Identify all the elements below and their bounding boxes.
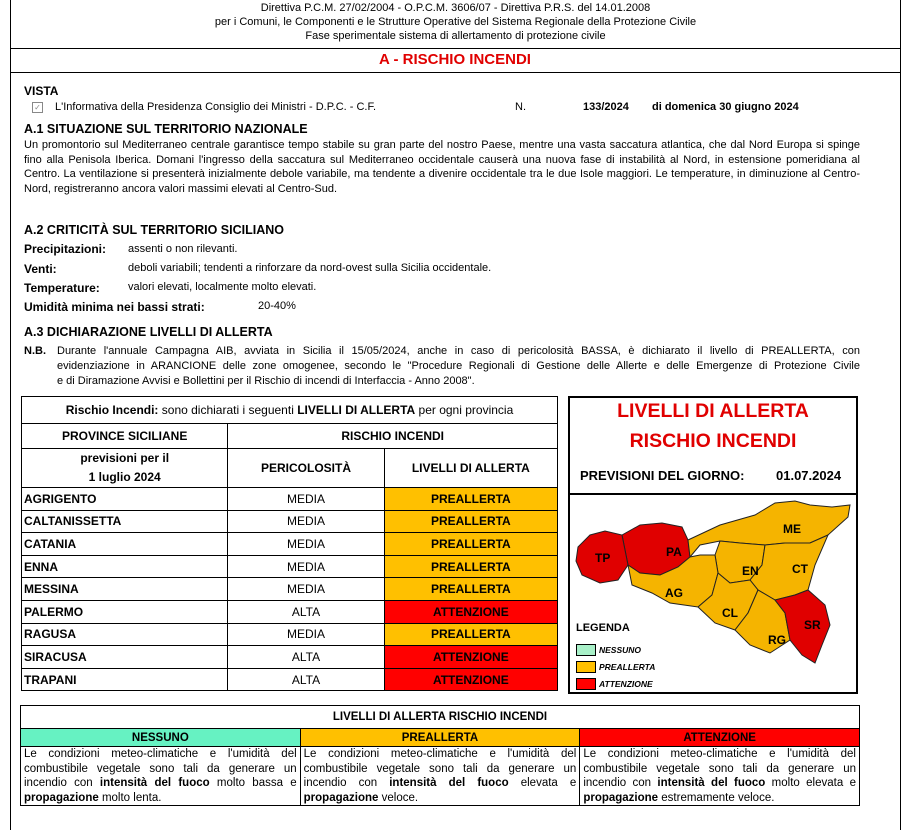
vista-number: 133/2024 [583, 101, 629, 113]
map-prev-date: 01.07.2024 [776, 468, 842, 483]
table-row [22, 623, 558, 646]
province-name: MESSINA [22, 578, 228, 601]
province-pericolosita: ALTA [228, 646, 384, 669]
umid-label: Umidità minima nei bassi strati: [24, 300, 205, 314]
table-row [22, 510, 558, 533]
province-livello: ATTENZIONE [384, 646, 557, 669]
legend-item [576, 658, 655, 675]
label-cl: CL [722, 606, 738, 620]
province-name: PALERMO [22, 600, 228, 623]
province-livello: PREALLERTA [384, 510, 557, 533]
level-nessuno-desc: Le condizioni meteo-climatiche e l'umidità del combustibile vegetale sono tali da generare un incendio con intensità del fuoco molto bassa e propagazione molto lenta. [21, 747, 301, 806]
province-pericolosita: MEDIA [228, 555, 384, 578]
label-me: ME [783, 522, 801, 536]
levels-title: LIVELLI DI ALLERTA RISCHIO INCENDI [21, 706, 860, 729]
col-livelli: LIVELLI DI ALLERTA [384, 449, 557, 488]
table-row [22, 668, 558, 691]
temp-value: valori elevati, localmente molto elevati. [128, 281, 317, 293]
province-name: CATANIA [22, 533, 228, 556]
col-province: PROVINCE SICILIANE [22, 424, 228, 449]
table-row [22, 578, 558, 601]
intro-mid: sono dichiarati i seguenti [158, 403, 298, 417]
table-row [22, 488, 558, 511]
label-ag: AG [665, 586, 683, 600]
a3-heading: A.3 DICHIARAZIONE LIVELLI DI ALLERTA [24, 325, 273, 339]
province-pericolosita: MEDIA [228, 533, 384, 556]
label-ct: CT [792, 562, 808, 576]
province-pericolosita: MEDIA [228, 510, 384, 533]
nb-label: N.B. [24, 345, 46, 357]
province-livello: PREALLERTA [384, 578, 557, 601]
legend-list [576, 641, 655, 692]
temp-label: Temperature: [24, 281, 100, 295]
province-name: AGRIGENTO [22, 488, 228, 511]
intro-end: per ogni provincia [415, 403, 514, 417]
a2-heading: A.2 CRITICITÀ SUL TERRITORIO SICILIANO [24, 223, 284, 237]
label-rg: RG [768, 633, 786, 647]
prev-line-1: previsioni per il [80, 451, 170, 465]
intro-bold-1: Rischio Incendi: [65, 403, 159, 417]
level-nessuno-header: NESSUNO [21, 729, 301, 747]
legend-title: LEGENDA [576, 622, 630, 634]
venti-label: Venti: [24, 262, 57, 276]
nb-line1: Durante l'annuale Campagna AIB, avviata in Sicilia il 15/05/2024, anche in caso di pericolosità BASSA, è dichiarato il livello di PREALLERTA, con [57, 345, 860, 357]
label-en: EN [742, 564, 759, 578]
col-rischio: RISCHIO INCENDI [228, 424, 558, 449]
level-preallerta-header: PREALLERTA [300, 729, 580, 747]
vista-n-label: N. [515, 101, 526, 113]
table-intro [22, 397, 558, 424]
levels-table [20, 705, 860, 806]
map-prev-label: PREVISIONI DEL GIORNO: [580, 468, 745, 483]
province-livello: ATTENZIONE [384, 668, 557, 691]
legend-label: PREALLERTA [599, 661, 656, 672]
vista-checkbox [32, 101, 43, 113]
province-name: CALTANISSETTA [22, 510, 228, 533]
table-row [22, 600, 558, 623]
province-pericolosita: ALTA [228, 600, 384, 623]
province-pericolosita: MEDIA [228, 623, 384, 646]
label-sr: SR [804, 618, 821, 632]
province-livello: PREALLERTA [384, 488, 557, 511]
province-pericolosita: MEDIA [228, 488, 384, 511]
table-row [22, 555, 558, 578]
legend-item [576, 641, 655, 658]
legend-label: ATTENZIONE [599, 678, 653, 689]
province-pericolosita: ALTA [228, 668, 384, 691]
legend-swatch [576, 661, 596, 673]
map-panel [568, 396, 858, 694]
province-name: RAGUSA [22, 623, 228, 646]
label-pa: PA [666, 545, 682, 559]
precip-value: assenti o non rilevanti. [128, 243, 238, 255]
label-tp: TP [595, 551, 611, 565]
header-directive: Direttiva P.C.M. 27/02/2004 - O.P.C.M. 3606/07 - Direttiva P.R.S. del 14.01.2008 [260, 2, 651, 14]
header-phase: Fase sperimentale sistema di allertamento di protezione civile [305, 30, 606, 42]
nb-line3: e di Diramazione Avvisi e Bollettini per il Rischio di incendi di Interfaccia - Anno 2008". [57, 375, 475, 387]
a1-text: Un promontorio sul Mediterraneo centrale garantisce tempo stabile su gran parte del nostro Paese, mentre una vasta saccatura atlantica, che dal Nord Europa si spinge fino alla Penisola Iberica. Domani l'ingresso della saccatura sul Mediterraneo occidentale causerà una nuova fase di instabilità al Nord, in estensione pomeridiana al Centro. La ventilazione si presenterà inizialmente debole variabile, ma tendente a divenire occidentale tra le due Isole maggiori. Le temperature, in diminuzione al Centro-Nord, registreranno ancora valori massimi elevati al Centro-Sud. [24, 139, 860, 195]
umid-value: 20-40% [258, 300, 296, 312]
province-name: SIRACUSA [22, 646, 228, 669]
venti-value: deboli variabili; tendenti a rinforzare da nord-ovest sulla Sicilia occidentale. [128, 262, 492, 274]
table-row [22, 533, 558, 556]
province-livello: ATTENZIONE [384, 600, 557, 623]
prev-cell [22, 449, 228, 488]
check-icon: ✓ [32, 102, 43, 113]
map-title-1: LIVELLI DI ALLERTA [617, 400, 809, 422]
level-attenzione-desc: Le condizioni meteo-climatiche e l'umidità del combustibile vegetale sono tali da generare un incendio con intensità del fuoco molto elevata e propagazione estremamente veloce. [580, 747, 860, 806]
page-title: A - RISCHIO INCENDI [10, 48, 900, 73]
col-pericolosita: PERICOLOSITÀ [228, 449, 384, 488]
province-name: TRAPANI [22, 668, 228, 691]
nb-line2: evidenziazione in ARANCIONE delle zone omogenee, secondo le "Procedure Regionali di Gestione delle Allerte e delle Emergenze di Protezione Civile [57, 360, 860, 372]
a1-heading: A.1 SITUAZIONE SUL TERRITORIO NAZIONALE [24, 122, 308, 136]
vista-date: di domenica 30 giugno 2024 [652, 101, 799, 113]
header-recipients: per i Comuni, le Componenti e le Strutture Operative del Sistema Regionale della Protezione Civile [214, 16, 697, 28]
legend-item [576, 675, 655, 692]
legend-swatch [576, 644, 596, 656]
precip-label: Precipitazioni: [24, 242, 107, 256]
vista-text: L'Informativa della Presidenza Consiglio dei Ministri - D.P.C. - C.F. [55, 101, 377, 113]
legend-label: NESSUNO [599, 644, 642, 655]
province-pericolosita: MEDIA [228, 578, 384, 601]
legend-swatch [576, 678, 596, 690]
province-table [21, 396, 558, 691]
level-attenzione-header: ATTENZIONE [580, 729, 860, 747]
province-livello: PREALLERTA [384, 533, 557, 556]
province-livello: PREALLERTA [384, 555, 557, 578]
province-name: ENNA [22, 555, 228, 578]
prev-line-2: 1 luglio 2024 [88, 470, 161, 484]
level-preallerta-desc: Le condizioni meteo-climatiche e l'umidità del combustibile vegetale sono tali da generare un incendio con intensità del fuoco elevata e propagazione veloce. [300, 747, 580, 806]
intro-bold-2: LIVELLI DI ALLERTA [297, 403, 416, 417]
province-livello: PREALLERTA [384, 623, 557, 646]
map-title-2: RISCHIO INCENDI [629, 430, 797, 452]
vista-heading: VISTA [24, 84, 59, 98]
table-row [22, 646, 558, 669]
